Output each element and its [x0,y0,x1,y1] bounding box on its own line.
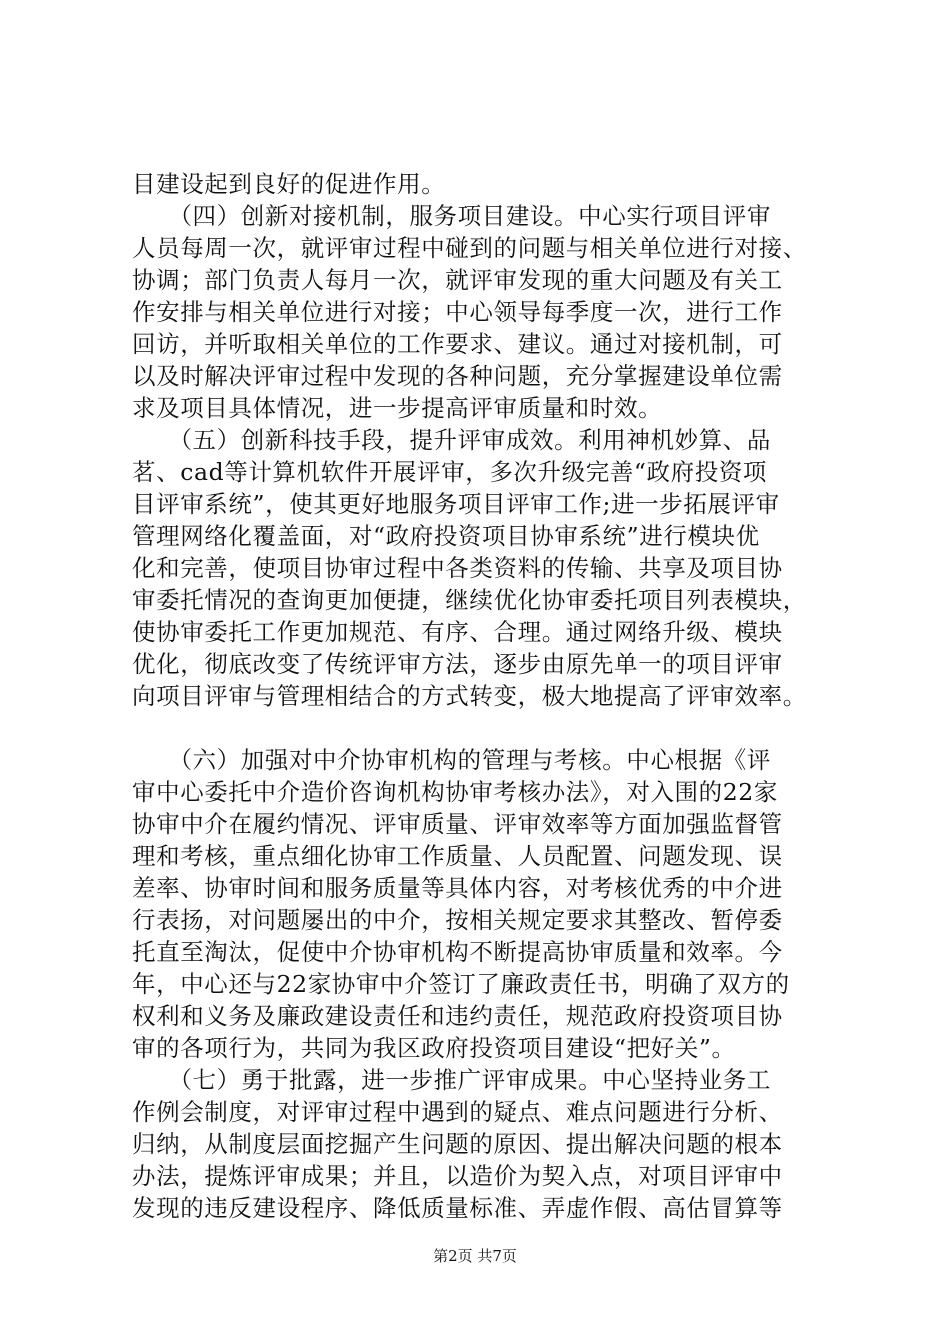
text-line: 优化，彻底改变了传统评审方法，逐步由原先单一的项目评审 [132,650,783,678]
text-line: 发现的违反建设程序、降低质量标准、弄虚作假、高估冒算等 [132,1194,783,1222]
text-line: 人员每周一次，就评审过程中碰到的问题与相关单位进行对接、 [132,234,807,262]
text-line: 作例会制度，对评审过程中遇到的疑点、难点问题进行分析、 [132,1098,783,1126]
text-line: （五）创新科技手段，提升评审成效。利用神机妙算、品 [132,426,771,454]
text-line: 托直至淘汰，促使中介协审机构不断提高协审质量和效率。今 [132,938,783,966]
text-line: 化和完善，使项目协审过程中各类资料的传输、共享及项目协 [132,554,783,582]
text-line: （六）加强对中介协审机构的管理与考核。中心根据《评 [132,746,771,774]
paragraph-gap [132,712,832,744]
document-body [132,168,832,1224]
text-line: 审的各项行为，共同为我区政府投资项目建设“把好关”。 [132,1034,736,1062]
text-line: 理和考核，重点细化协审工作质量、人员配置、问题发现、误 [132,842,783,870]
text-line: 权利和义务及廉政建设责任和违约责任，规范政府投资项目协 [132,1002,783,1030]
text-line: 差率、协审时间和服务质量等具体内容，对考核优秀的中介进 [132,874,783,902]
text-line: 审委托情况的查询更加便捷，继续优化协审委托项目列表模块， [132,586,807,614]
text-line: 归纳，从制度层面挖掘产生问题的原因、提出解决问题的根本 [132,1130,783,1158]
page-number: 第2页 [433,1247,473,1265]
text-line: 求及项目具体情况，进一步提高评审质量和时效。 [132,394,663,422]
text-line: 审中心委托中介造价咨询机构协审考核办法》，对入围的22家 [132,778,778,806]
page-footer [0,1246,950,1266]
text-line: 使协审委托工作更加规范、有序、合理。通过网络升级、模块 [132,618,783,646]
text-line: （七）勇于批露，进一步推广评审成果。中心坚持业务工 [132,1066,771,1094]
text-line: 协调；部门负责人每月一次，就评审发现的重大问题及有关工 [132,266,783,294]
text-line: 管理网络化覆盖面，对“政府投资项目协审系统”进行模块优 [132,522,760,550]
text-line: （四）创新对接机制，服务项目建设。中心实行项目评审 [132,202,771,230]
text-line: 茗、cad等计算机软件开展评审，多次升级完善“政府投资项 [132,458,768,486]
text-line: 协审中介在履约情况、评审质量、评审效率等方面加强监督管 [132,810,783,838]
text-line: 向项目评审与管理相结合的方式转变，极大地提高了评审效率。 [132,682,807,710]
text-line: 办法，提炼评审成果；并且，以造价为契入点，对项目评审中 [132,1162,783,1190]
page-total: 共7页 [477,1247,517,1265]
text-line: 目评审系统”，使其更好地服务项目评审工作;进一步拓展评审 [132,490,780,518]
text-line: 作安排与相关单位进行对接；中心领导每季度一次，进行工作 [132,298,783,326]
text-line: 以及时解决评审过程中发现的各种问题，充分掌握建设单位需 [132,362,783,390]
text-line: 年，中心还与22家协审中介签订了廉政责任书，明确了双方的 [132,970,790,998]
text-line: 回访，并听取相关单位的工作要求、建议。通过对接机制，可 [132,330,783,358]
text-line: 行表扬，对问题屡出的中介，按相关规定要求其整改、暂停委 [132,906,783,934]
text-line: 目建设起到良好的促进作用。 [132,170,446,198]
